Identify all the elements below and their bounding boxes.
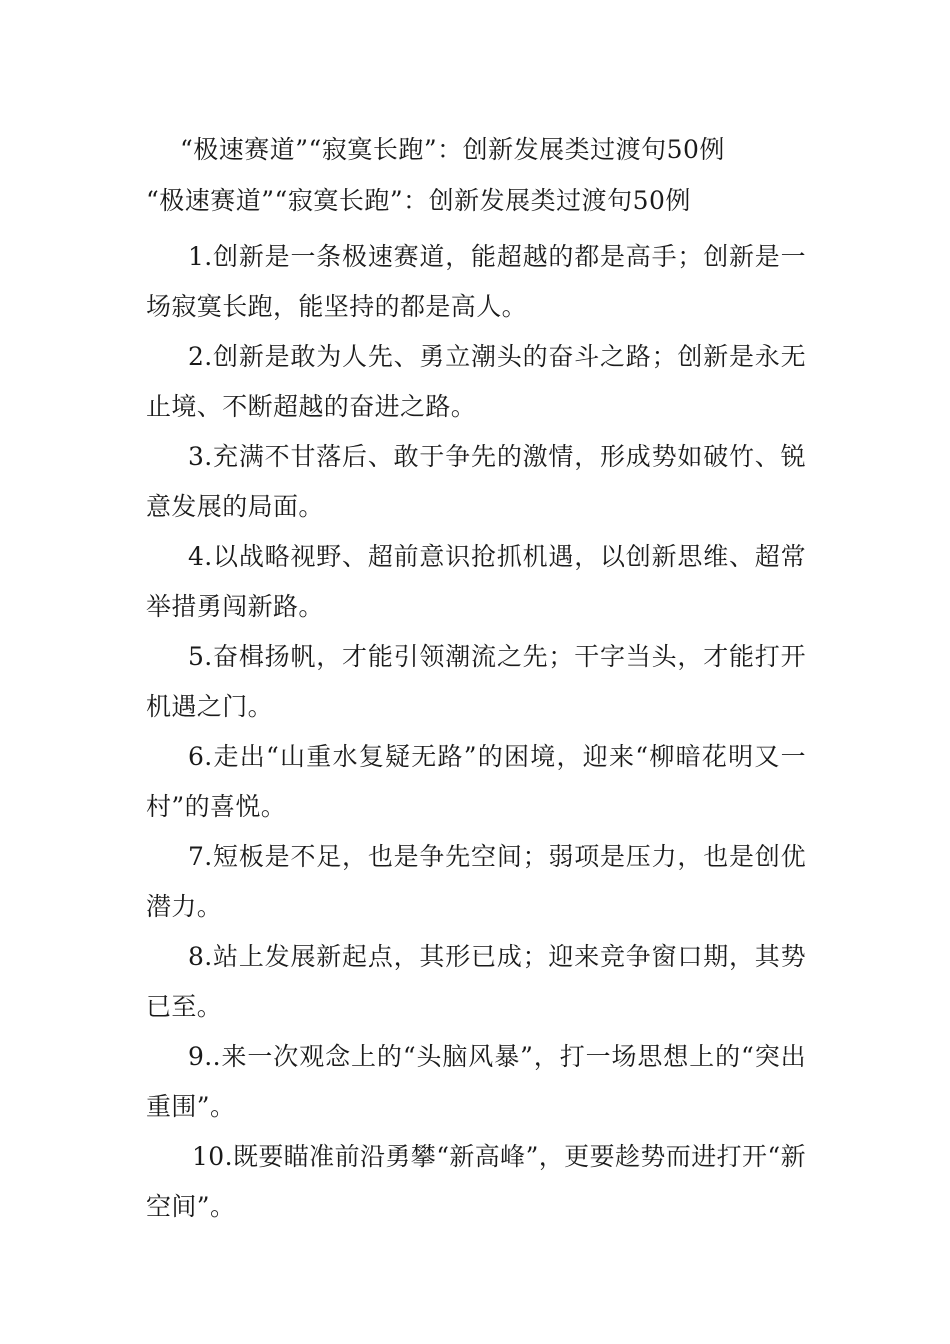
item-list [146,232,806,1232]
document-title: “极速赛道”“寂寞长跑”：创新发展类过渡句50例 [180,135,725,164]
list-item-7: 7.短板是不足，也是争先空间；弱项是压力，也是创优潜力。 [146,842,806,921]
list-item-2: 2.创新是敢为人先、勇立潮头的奋斗之路；创新是永无止境、不断超越的奋进之路。 [146,342,806,421]
list-item-1: 1.创新是一条极速赛道，能超越的都是高手；创新是一场寂寞长跑，能坚持的都是高人。 [146,242,806,321]
list-item-4: 4.以战略视野、超前意识抢抓机遇，以创新思维、超常举措勇闯新路。 [146,542,806,621]
document-subtitle: “极速赛道”“寂寞长跑”：创新发展类过渡句50例 [146,186,691,215]
list-item-10: 10.既要瞄准前沿勇攀“新高峰”，更要趁势而进打开“新空间”。 [146,1142,806,1221]
list-item-9: 9..来一次观念上的“头脑风暴”，打一场思想上的“突出重围”。 [146,1042,806,1121]
list-item-5: 5.奋楫扬帆，才能引领潮流之先；干字当头，才能打开机遇之门。 [146,642,806,721]
list-item-3: 3.充满不甘落后、敢于争先的激情，形成势如破竹、锐意发展的局面。 [146,442,806,521]
list-item-6: 6.走出“山重水复疑无路”的困境，迎来“柳暗花明又一村”的喜悦。 [146,742,806,821]
list-item-8: 8.站上发展新起点，其形已成；迎来竞争窗口期，其势已至。 [146,942,806,1021]
